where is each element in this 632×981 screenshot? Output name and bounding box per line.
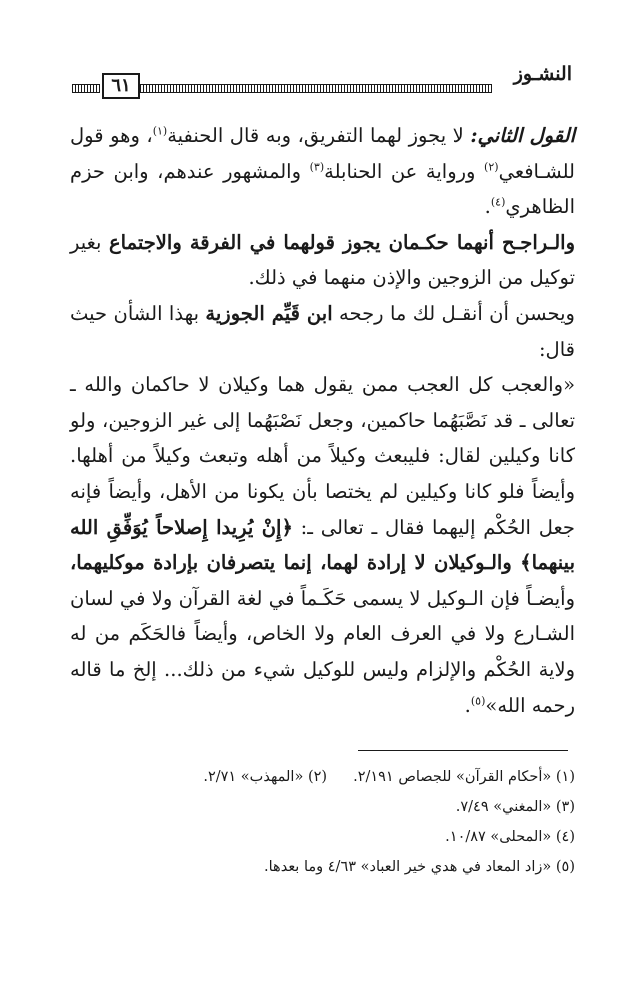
text-segment: وأيضـاً فإن الـوكيل لا يسمى حَكَـماً في لغة القرآن ولا في لسان الشـارع ولا في العرف العام ولا الخاص، وأيضاً فالحَكَم من له ولاية الحُكْم والإلزام وليس للوكيل شيء من ذلك... إلخ ما قاله رحمه الله» [70, 586, 575, 717]
footnote-2: (٢) «المهذب» ٢/٧١. [203, 769, 328, 785]
text-segment: ويحسن أن أنقـل لك ما رجحه [332, 301, 575, 325]
footnote-ref-2[interactable]: (٢) [484, 160, 499, 174]
text-segment: لا يجوز لهما التفريق، وبه قال الحنفية [167, 124, 471, 147]
text-segment: «والعجب كل العجب ممن يقول هما وكيلان لا حاكمان والله ـ تعالى ـ قد نَصَّبَهُما حاكمين، وجعل نَصْبَهُما إلى غير الزوجين، ولو كانا وكيلين لقال: فليبعث وكيلاً من أهله وتبعث وكيلاً من أهلها. وأيضاً فلو كانا وكيلين لم يختصا بأن يكونا من الأهل، وأيضاً فإنه جعل الحُكْم إليهما فقال ـ تعالى ـ: [70, 373, 575, 539]
footnote-separator [358, 750, 568, 751]
footnote-ref-3[interactable]: (٣) [309, 160, 325, 174]
paragraph-quotation [70, 367, 575, 723]
page-header [72, 62, 572, 102]
text-segment: ، وهو قول للشـافعي [70, 124, 575, 183]
preferred-view-bold: والـراجـح أنهما حكـمان يجوز قولهما في الفرقة والاجتماع [109, 230, 575, 254]
header-rule-left [72, 84, 100, 93]
text-segment: . [464, 693, 471, 717]
footnote-line-1-2 [70, 762, 575, 792]
footnote-3: (٣) «المغني» ٧/٤٩. [455, 799, 575, 815]
paragraph-second-opinion [70, 118, 575, 225]
footnote-5: (٥) «زاد المعاد في هدي خير العباد» ٤/٦٣ وما بعدها. [264, 859, 575, 875]
footnote-ref-4[interactable]: (٤) [490, 195, 506, 209]
paragraph-preferred-view [70, 225, 575, 296]
header-rule [140, 84, 492, 93]
running-title: النشـوز [513, 63, 572, 85]
page-number: ٦١ [102, 73, 140, 99]
paragraph-intro-quote [70, 296, 575, 367]
second-opinion-label: القول الثاني: [470, 124, 575, 147]
footnote-1: (١) «أحكام القرآن» للجصاص ٢/١٩١. [353, 769, 575, 785]
scholar-name: ابن قَيِّم الجوزية [205, 301, 333, 325]
footnote-ref-1[interactable]: (١) [152, 124, 168, 138]
text-segment: بغير توكيل من الزوجين والإذن منهما في ذلك. [70, 230, 575, 290]
footnote-4: (٤) «المحلى» ١٠/٨٧. [445, 829, 575, 845]
quran-verse: ﴿إِنْ يُرِيدا إِصلاحاً يُوَفِّقِ الله بينهما﴾ والـوكيلان لا إرادة لهما، إنما يتصرفان بإرادة موكليهما، [70, 515, 575, 575]
footnote-ref-5[interactable]: (٥) [470, 694, 486, 707]
text-segment: بهذا الشأن حيث قال: [70, 301, 575, 361]
main-text [70, 118, 575, 723]
text-segment: ورواية عن الحنابلة [324, 159, 485, 183]
footnotes [70, 762, 575, 882]
text-segment: . [484, 195, 491, 219]
text-segment: والمشهور عندهم، وابن حزم الظاهري [70, 159, 575, 219]
